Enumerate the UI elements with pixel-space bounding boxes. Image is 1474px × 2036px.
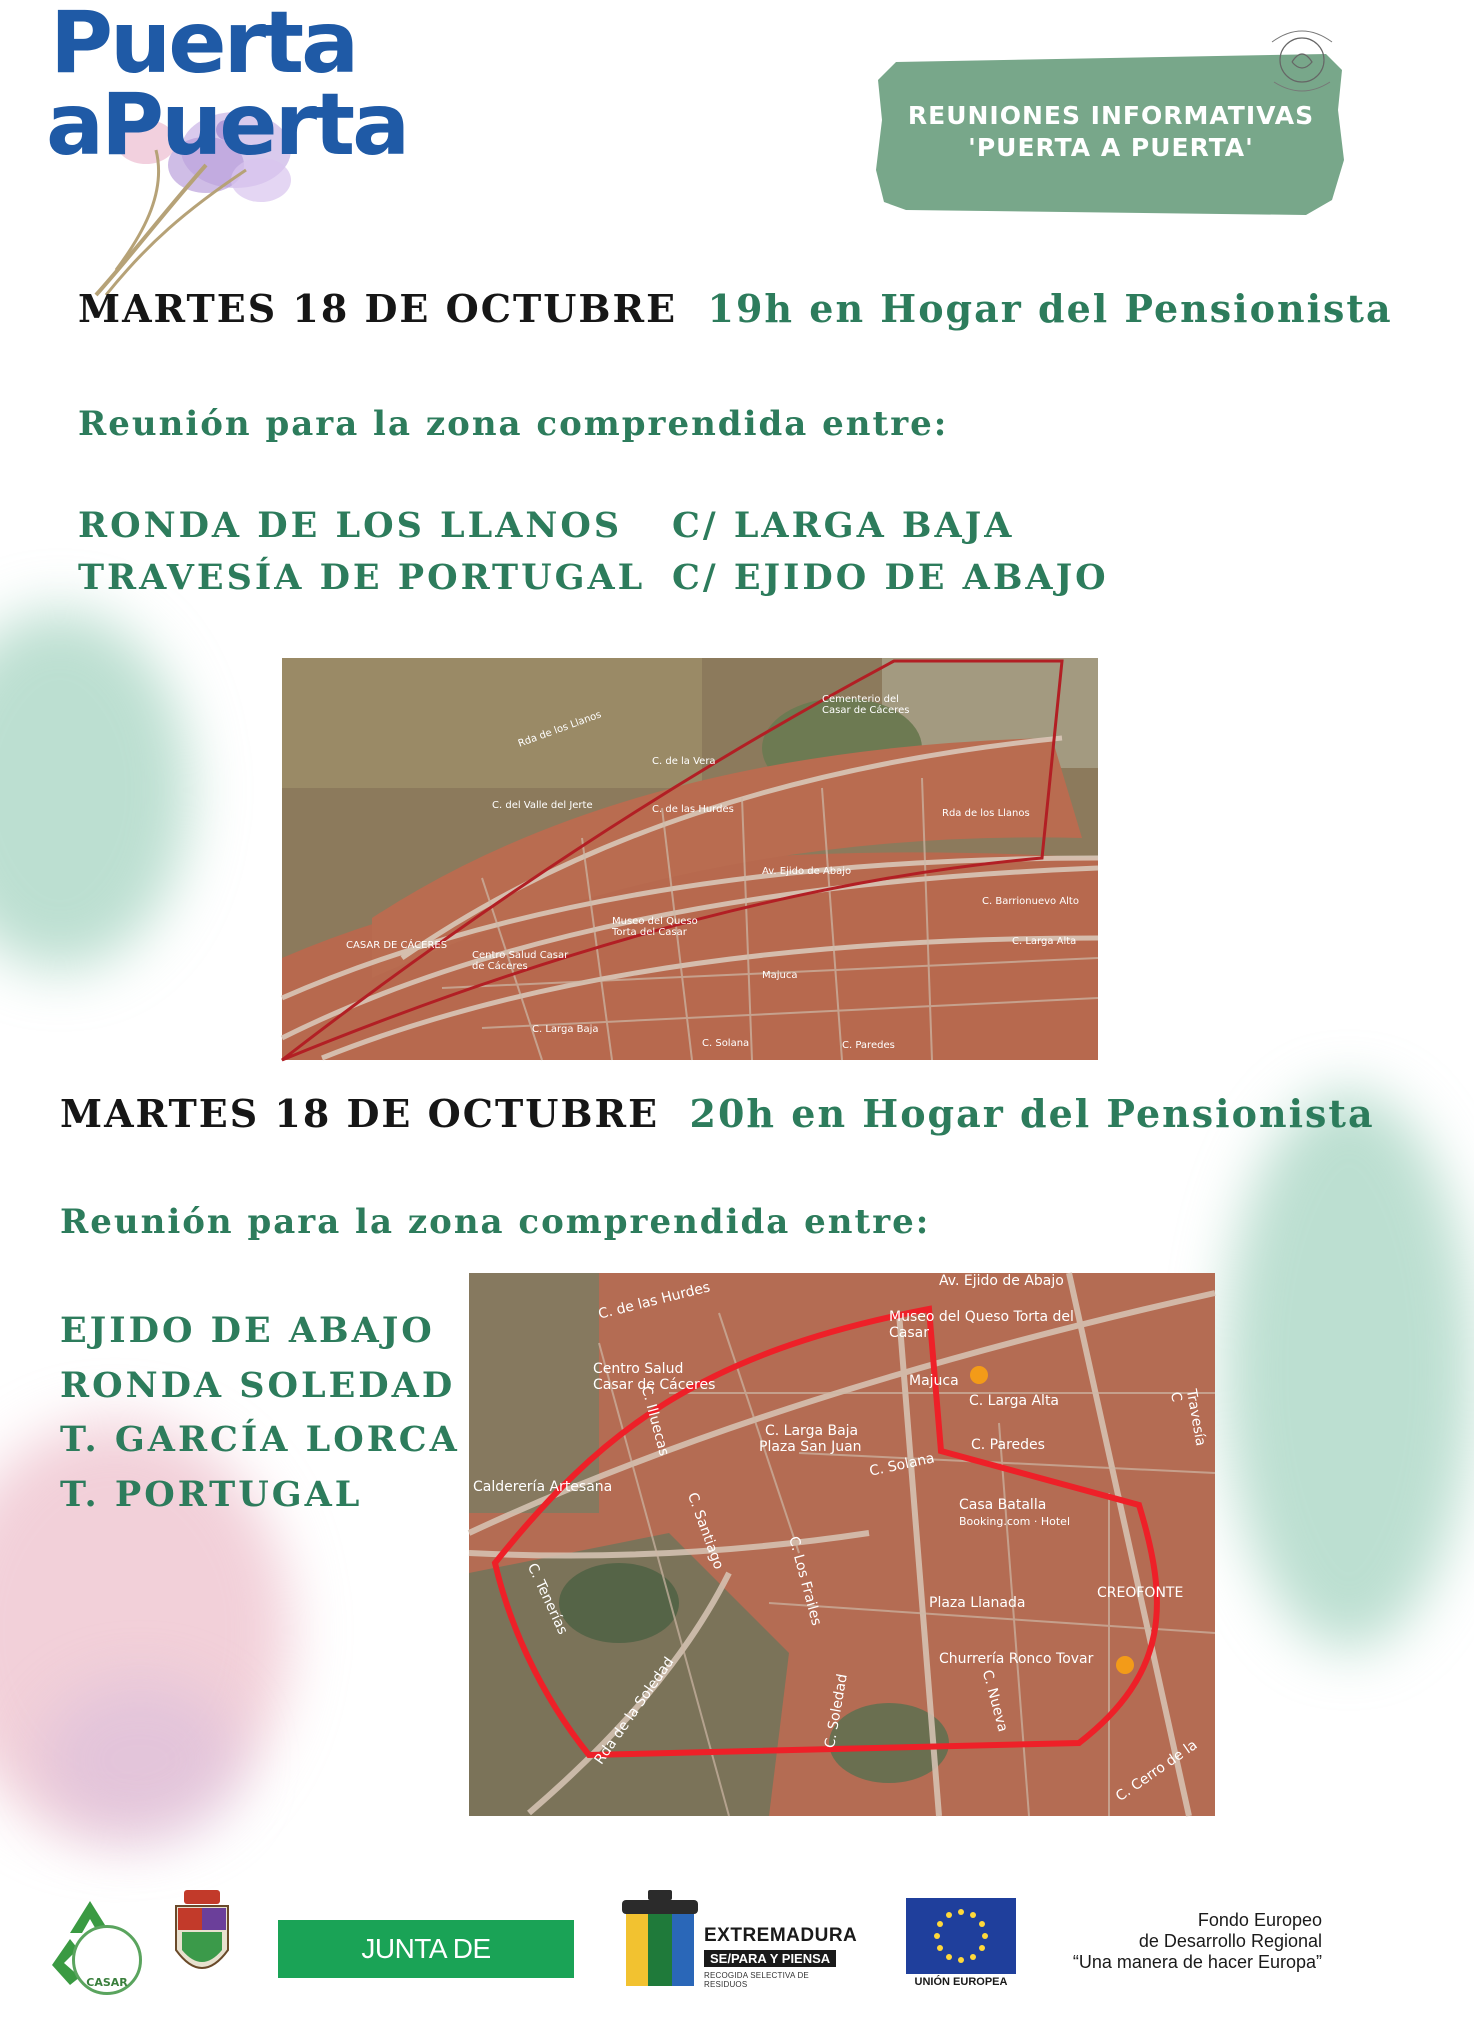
- meeting-2-time: 20h en Hogar del Pensionista: [689, 1091, 1375, 1136]
- map-label: Rda de los Llanos: [516, 709, 603, 750]
- map-label: Churrería Ronco Tovar: [939, 1651, 1094, 1667]
- map-label: Casa Batalla: [959, 1497, 1047, 1513]
- meeting-2-date: MARTES 18 DE OCTUBRE: [60, 1091, 660, 1136]
- map-label: C. Solana: [702, 1038, 750, 1049]
- map-label: C. de las Hurdes: [596, 1279, 712, 1323]
- map-label: Museo del Queso Torta del Casar: [612, 916, 698, 938]
- map-label: Rda de la Soledad: [591, 1654, 678, 1768]
- map-label: Plaza Llanada: [929, 1595, 1026, 1611]
- banner-title: [876, 100, 1346, 164]
- map-label: C. Soledad: [822, 1672, 851, 1750]
- eu-label: UNIÓN EUROPEA: [914, 1976, 1008, 1988]
- medioambiente-stamp-icon: [1262, 20, 1342, 100]
- ext-logo-tag: SE/PARA Y PIENSA: [704, 1950, 836, 1967]
- watercolor-stain: [40, 1680, 240, 1840]
- map-label: Cementerio del Casar de Cáceres: [822, 694, 910, 716]
- feder-line-2: de Desarrollo Regional: [1138, 1931, 1322, 1951]
- map-label: CASAR DE CÁCERES: [346, 940, 448, 951]
- watercolor-stain: [1224, 1090, 1474, 1650]
- meeting-2-street: T. PORTUGAL: [60, 1474, 363, 1515]
- map-label: C. Paredes: [842, 1040, 895, 1051]
- map-label: Av. Ejido de Abajo: [762, 866, 852, 877]
- meeting-1-street: TRAVESÍA DE PORTUGAL: [78, 557, 646, 598]
- extremadura-separa-logo: [704, 1925, 858, 1989]
- map-label: Museo del Queso Torta del Casar: [889, 1309, 1074, 1341]
- map-label: C. Tenerías: [523, 1560, 571, 1638]
- map-label: Booking.com · Hotel: [959, 1515, 1071, 1528]
- meeting-1-street: C/ EJIDO DE ABAJO: [672, 557, 1109, 598]
- map-label: C. Nueva: [978, 1668, 1011, 1734]
- map-1-labels: [282, 658, 1098, 1060]
- recycling-bin-icon: [614, 1890, 706, 1990]
- meeting-1-date: MARTES 18 DE OCTUBRE: [78, 286, 678, 331]
- coat-of-arms-icon: [172, 1888, 232, 1988]
- map-label: CREOFONTE: [1097, 1585, 1184, 1601]
- map-label: C. Santiago: [683, 1490, 727, 1572]
- meeting-2-zone-intro: Reunión para la zona comprendida entre:: [60, 1202, 931, 1242]
- map-label: Plaza San Juan: [759, 1439, 862, 1455]
- feder-line-1: Fondo Europeo: [1197, 1910, 1322, 1930]
- map-label: C. del Valle del Jerte: [492, 800, 593, 811]
- junta-extremadura-logo: JUNTA DE EXTREMADURA: [278, 1920, 574, 1978]
- meeting-2-headline: [60, 1091, 1375, 1136]
- meeting-2-street: RONDA SOLEDAD: [60, 1365, 456, 1406]
- map-label: Majuca: [762, 970, 798, 981]
- map-label: C. Larga Alta: [969, 1393, 1060, 1409]
- map-label: C. Solana: [868, 1450, 937, 1480]
- map-label: C. Illuecas: [637, 1384, 672, 1458]
- map-label: Av. Ejido de Abajo: [939, 1273, 1064, 1289]
- puerta-a-puerta-logo: [46, 0, 446, 300]
- ext-logo-name: EXTREMADURA: [704, 1925, 858, 1946]
- casar-logo-label: CASAR: [86, 1976, 128, 1989]
- map-label: Calderería Artesana: [473, 1479, 613, 1495]
- feder-line-3: “Una manera de hacer Europa”: [1072, 1952, 1322, 1972]
- map-2-labels: [469, 1273, 1215, 1816]
- map-label: Centro Salud Casar de Cáceres: [472, 950, 569, 972]
- map-label: C. Cerro de la: [1113, 1737, 1201, 1805]
- meeting-2-street: T. GARCÍA LORCA: [60, 1419, 460, 1460]
- map-label: Travesía C: [1167, 1387, 1209, 1448]
- banner-line-2: 'PUERTA A PUERTA': [968, 133, 1254, 162]
- banner-line-1: REUNIONES INFORMATIVAS: [907, 101, 1315, 130]
- feder-text: [1010, 1910, 1322, 1973]
- map-label: C. de las Hurdes: [652, 804, 734, 815]
- meeting-1-zone-intro: Reunión para la zona comprendida entre:: [78, 404, 949, 444]
- map-label: C. Los Frailes: [785, 1534, 825, 1628]
- map-label: C. Paredes: [971, 1437, 1045, 1453]
- ext-logo-sub: RECOGIDA SELECTIVA DE RESIDUOS: [704, 1971, 809, 1989]
- meeting-1-headline: [78, 286, 1393, 331]
- map-label: Majuca: [909, 1373, 959, 1389]
- watercolor-stain: [0, 610, 190, 970]
- map-label: C. de la Vera: [652, 756, 716, 767]
- logo-word-2: aPuerta: [46, 75, 408, 175]
- map-label: C. Larga Alta: [1012, 936, 1077, 947]
- map-label: C. Larga Baja: [765, 1423, 859, 1439]
- eu-flag-icon: [906, 1898, 1016, 1974]
- logo-word-1: Puerta: [50, 0, 357, 93]
- meeting-1-street: RONDA DE LOS LLANOS: [78, 505, 623, 546]
- map-label: C. Larga Baja: [532, 1024, 599, 1035]
- meeting-1-time: 19h en Hogar del Pensionista: [707, 286, 1393, 331]
- map-label: Rda de los Llanos: [942, 808, 1030, 819]
- meeting-1-street: C/ LARGA BAJA: [672, 505, 1015, 546]
- meeting-2-street: EJIDO DE ABAJO: [60, 1310, 435, 1351]
- map-label: C. Barrionuevo Alto: [982, 896, 1079, 907]
- map-label: Centro Salud Casar de Cáceres: [593, 1361, 716, 1393]
